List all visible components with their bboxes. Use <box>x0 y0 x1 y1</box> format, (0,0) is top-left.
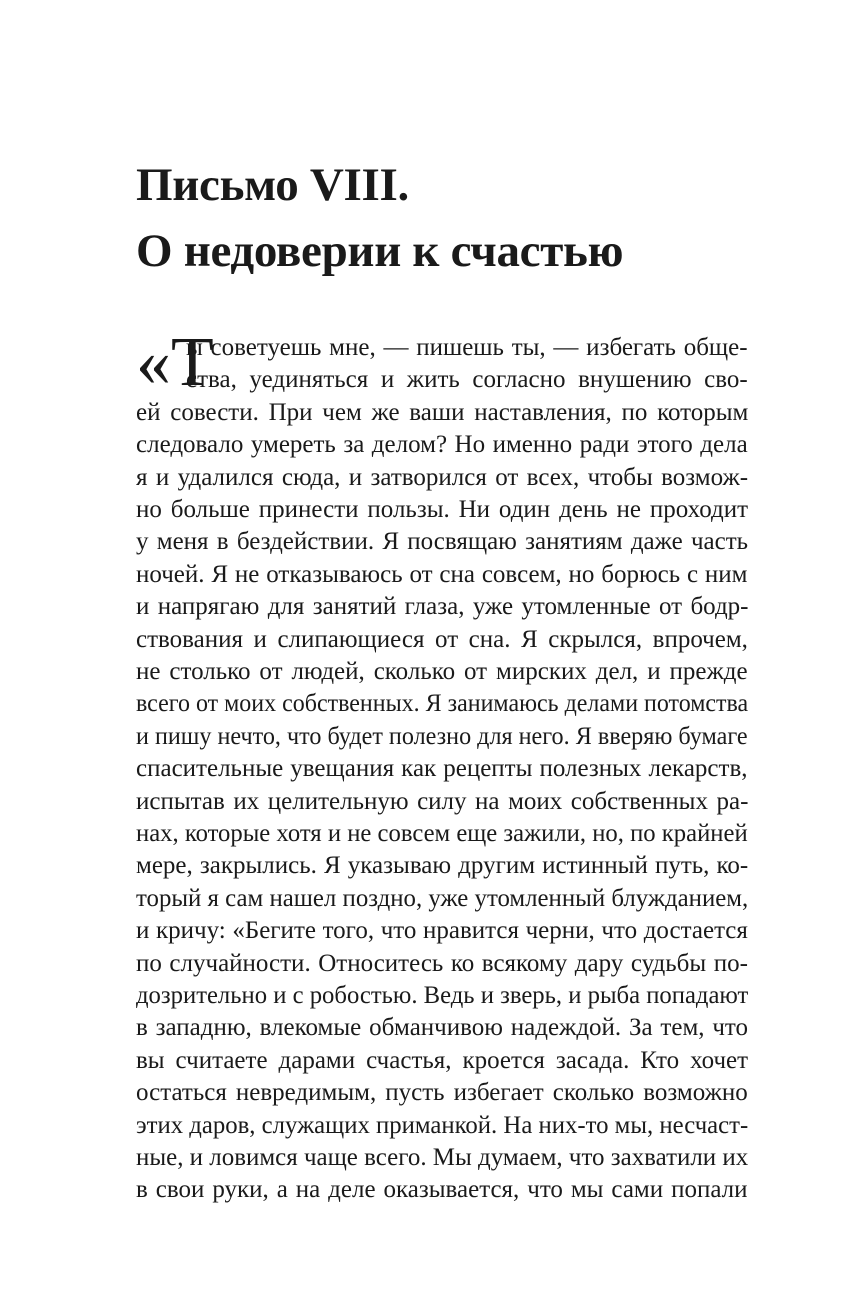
text-line: в западню, влекомые обманчивою надеждой. За тем, что <box>136 1014 749 1042</box>
text-line: у меня в бездействии. Я посвящаю занятиям даже часть <box>136 528 749 556</box>
text-line: ей совести. При чем же ваши наставления, по которым <box>136 398 749 426</box>
text-line: в свои руки, а на деле оказывается, что мы сами попали <box>136 1176 748 1204</box>
text-line: по случайности. Относитесь ко всякому дару судьбы по- <box>136 949 748 977</box>
text-line: остаться невредимым, пусть избегает сколько возможно <box>136 1079 748 1107</box>
text-line: и пишу нечто, что будет полезно для него. Я вверяю бумаге <box>136 722 748 750</box>
chapter-heading <box>136 152 756 284</box>
drop-cap: «Т <box>136 324 214 401</box>
text-line: ы советуешь мне, — пишешь ты, — избегать обще- <box>186 334 748 361</box>
text-line: ночей. Я не отказываюсь от сна совсем, но борюсь с ним <box>136 560 748 588</box>
text-line: спасительные увещания как рецепты полезных лекарств, <box>136 755 748 783</box>
text-line: и кричу: «Бегите того, что нравится черни, что достается <box>136 917 748 945</box>
text-line: но больше принести пользы. Ни один день не проходит <box>136 496 749 523</box>
text-line: этих даров, служащих приманкой. На них-то мы, несчаст- <box>136 1111 749 1139</box>
text-line: торый я сам нашел поздно, уже утомленный блужданием, <box>136 884 749 912</box>
text-line: всего от моих собственных. Я занимаюсь делами потомства <box>136 690 749 718</box>
text-line: вы считаете дарами счастья, кроется засада. Кто хочет <box>136 1046 749 1074</box>
text-line: и напрягаю для занятий глаза, уже утомленные от бодр- <box>136 593 749 621</box>
text-line: мере, закрылись. Я указываю другим истинный путь, ко- <box>136 852 749 880</box>
text-line: дозрительно и с робостью. Ведь и зверь, и рыба попадают <box>136 982 749 1009</box>
text-line: ные, и ловимся чаще всего. Мы думаем, что захватили их <box>136 1144 749 1171</box>
chapter-title-line-2: О недоверии к счастью <box>136 225 624 277</box>
text-line: следовало умереть за делом? Но именно ради этого дела <box>136 431 748 459</box>
text-line: не столько от людей, сколько от мирских дел, и прежде <box>136 658 748 685</box>
text-line: я и удалился сюда, и затворился от всех, чтобы возмож- <box>136 463 749 491</box>
text-line: испытав их целительную силу на моих собственных ра- <box>136 787 749 815</box>
chapter-title-line-1: Письмо VIII. <box>136 159 409 211</box>
text-line: ства, уединяться и жить согласно внушению сво- <box>186 366 748 394</box>
text-line: нах, которые хотя и не совсем еще зажили, но, по крайней <box>136 820 748 847</box>
text-line: ствования и слипающиеся от сна. Я скрылся, впрочем, <box>136 625 748 653</box>
